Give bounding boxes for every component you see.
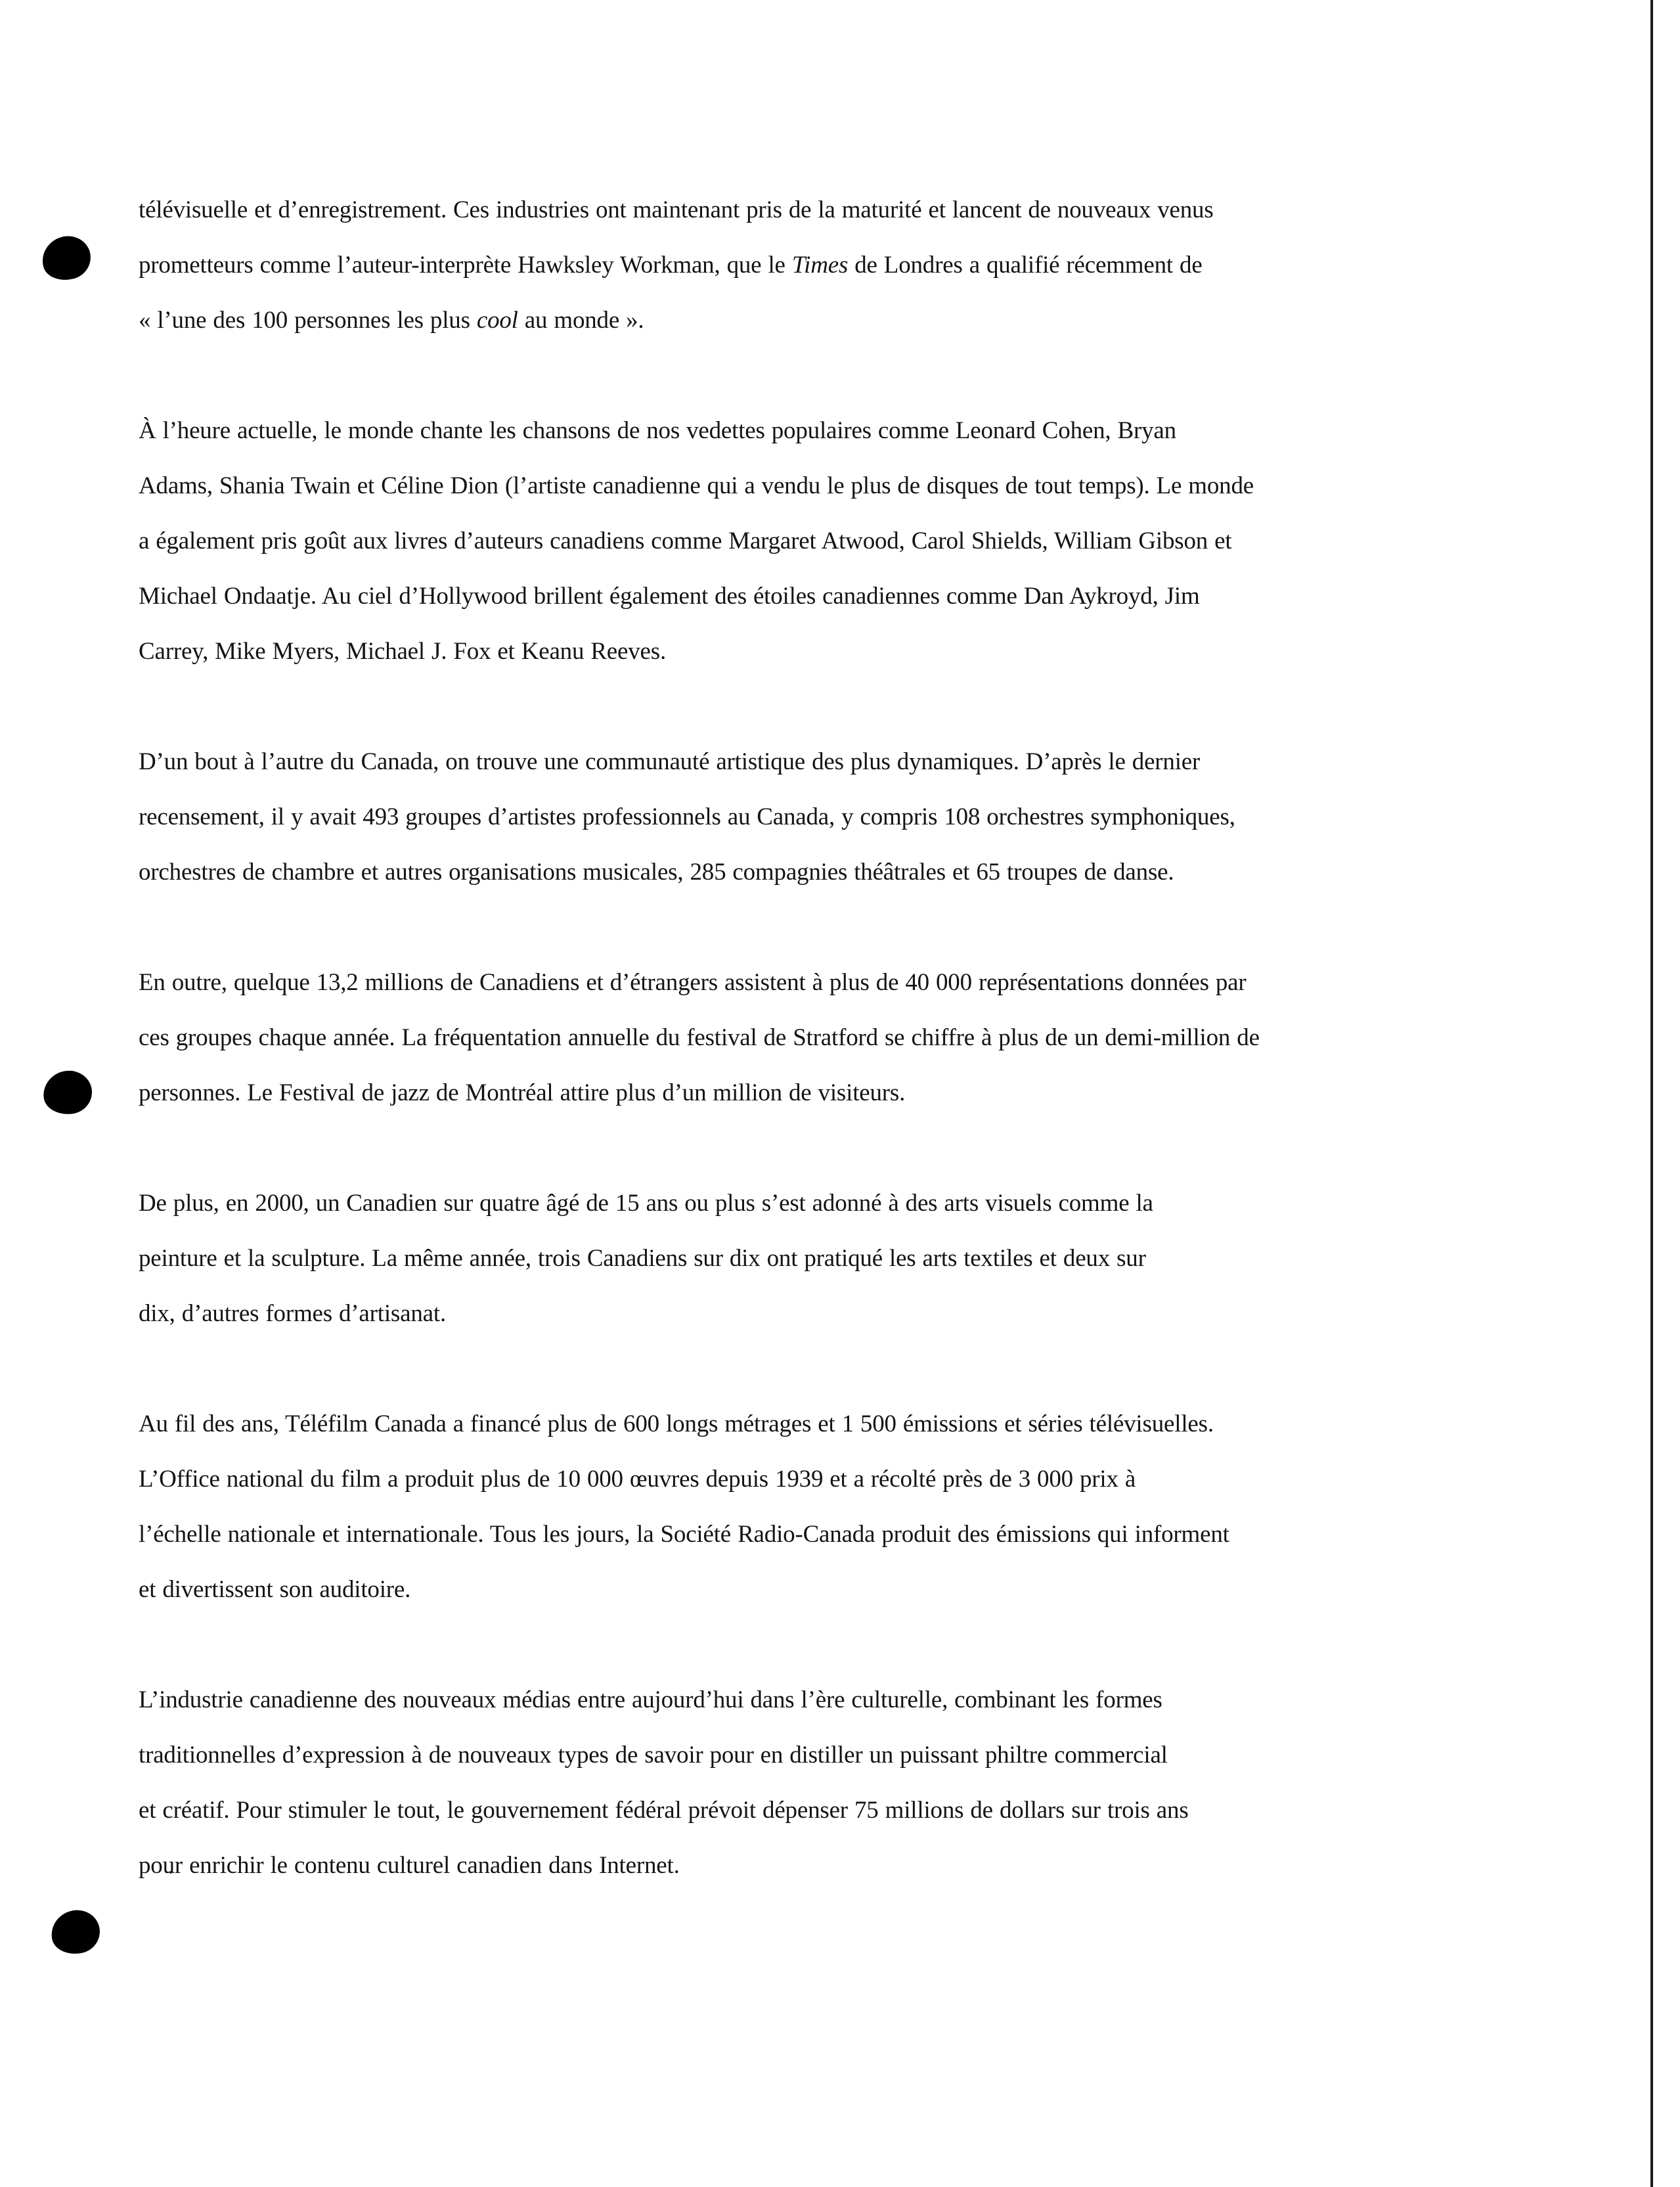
text-line: L’Office national du film a produit plus de 10 000 œuvres depuis 1939 et a récolté près de 3 000 prix à xyxy=(139,1466,1136,1493)
text-run: au monde ». xyxy=(518,307,644,334)
paragraph-industries xyxy=(139,183,1511,348)
document-body xyxy=(139,183,1511,1949)
text-line: et créatif. Pour stimuler le tout, le gouvernement fédéral prévoit dépenser 75 millions de dollars sur trois ans xyxy=(139,1797,1189,1824)
text-run: de Londres a qualifié récemment de xyxy=(848,252,1203,279)
text-run: prometteurs comme l’auteur-interprète Hawksley Workman, que le xyxy=(139,252,792,279)
text-line: De plus, en 2000, un Canadien sur quatre âgé de 15 ans ou plus s’est adonné à des arts visuels comme la xyxy=(139,1190,1153,1217)
text-line: D’un bout à l’autre du Canada, on trouve une communauté artistique des plus dynamiques. D’après le dernier xyxy=(139,748,1201,775)
italic-word: cool xyxy=(476,307,518,334)
text-line: télévisuelle et d’enregistrement. Ces industries ont maintenant pris de la maturité et lancent de nouveaux venus xyxy=(139,196,1214,223)
punch-hole-mark xyxy=(41,1068,94,1116)
paragraph-stars xyxy=(139,403,1511,679)
italic-title: Times xyxy=(791,252,849,279)
text-line: Michael Ondaatje. Au ciel d’Hollywood brillent également des étoiles canadiennes comme Dan Aykroyd, Jim xyxy=(139,583,1200,610)
text-line xyxy=(139,293,1511,348)
text-line: En outre, quelque 13,2 millions de Canadiens et d’étrangers assistent à plus de 40 000 représentations données par xyxy=(139,969,1247,996)
text-line: Carrey, Mike Myers, Michael J. Fox et Keanu Reeves. xyxy=(139,638,667,665)
punch-hole-mark xyxy=(48,1906,103,1958)
text-line: peinture et la sculpture. La même année, trois Canadiens sur dix ont pratiqué les arts textiles et deux sur xyxy=(139,1245,1146,1272)
text-line: l’échelle nationale et internationale. Tous les jours, la Société Radio-Canada produit des émissions qui informent xyxy=(139,1521,1229,1548)
text-line: et divertissent son auditoire. xyxy=(139,1576,411,1603)
text-line: L’industrie canadienne des nouveaux médias entre aujourd’hui dans l’ère culturelle, combinant les formes xyxy=(139,1686,1162,1713)
text-line: orchestres de chambre et autres organisations musicales, 285 compagnies théâtrales et 65 troupes de danse. xyxy=(139,859,1174,886)
text-line: pour enrichir le contenu culturel canadien dans Internet. xyxy=(139,1852,680,1879)
text-line: dix, d’autres formes d’artisanat. xyxy=(139,1300,446,1327)
paragraph-community xyxy=(139,734,1511,900)
paragraph-visual-arts xyxy=(139,1176,1511,1342)
text-line: recensement, il y avait 493 groupes d’artistes professionnels au Canada, y compris 108 orchestres symphoniques, xyxy=(139,803,1235,830)
text-line: Au fil des ans, Téléfilm Canada a financé plus de 600 longs métrages et 1 500 émissions et séries télévisuelles. xyxy=(139,1410,1214,1437)
text-line: ces groupes chaque année. La fréquentation annuelle du festival de Stratford se chiffre à plus de un demi-million de xyxy=(139,1024,1260,1051)
paragraph-film xyxy=(139,1397,1511,1617)
text-line: traditionnelles d’expression à de nouveaux types de savoir pour en distiller un puissant philtre commercial xyxy=(139,1742,1168,1769)
text-line: Adams, Shania Twain et Céline Dion (l’artiste canadienne qui a vendu le plus de disques de tout temps). Le monde xyxy=(139,472,1254,499)
paragraph-attendance xyxy=(139,955,1511,1121)
punch-hole-mark xyxy=(37,231,95,285)
text-line: personnes. Le Festival de jazz de Montréal attire plus d’un million de visiteurs. xyxy=(139,1079,906,1106)
paragraph-new-media xyxy=(139,1673,1511,1893)
text-line: a également pris goût aux livres d’auteurs canadiens comme Margaret Atwood, Carol Shields, William Gibson et xyxy=(139,528,1232,554)
text-line: À l’heure actuelle, le monde chante les chansons de nos vedettes populaires comme Leonard Cohen, Bryan xyxy=(139,417,1176,444)
scan-edge-line xyxy=(1650,0,1653,2187)
text-run: « l’une des 100 personnes les plus xyxy=(139,307,477,334)
text-line xyxy=(139,238,1511,293)
